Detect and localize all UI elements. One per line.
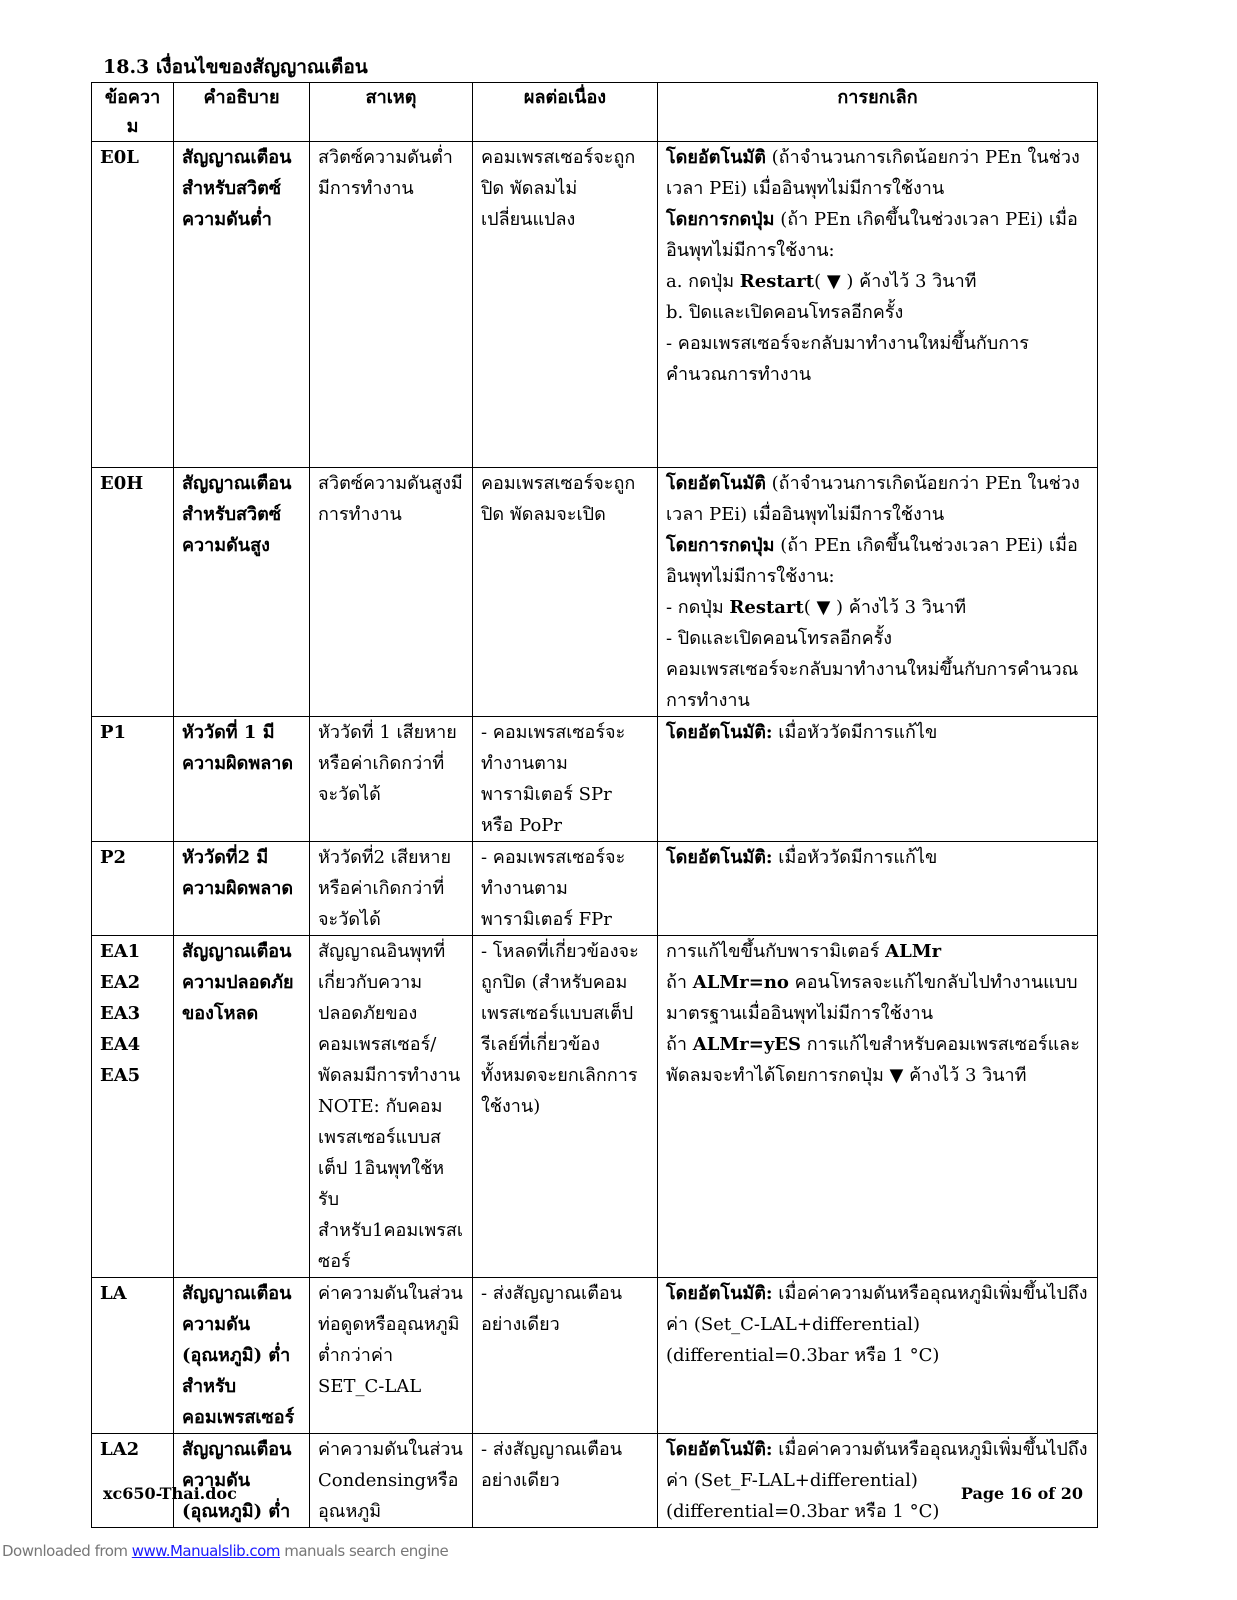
alarm-reset	[658, 1434, 1098, 1528]
reset-auto-label: โดยอัตโนมัติ:	[666, 1283, 773, 1304]
reset-line-1: การแก้ไขขึ้นกับพารามิเตอร์	[666, 941, 886, 962]
alarm-effect: คอมเพรสเซอร์จะถูกปิด พัดลมจะเปิด	[473, 468, 658, 717]
alarm-description: หัววัดที่2 มีความผิดพลาด	[174, 842, 310, 936]
table-row-ea	[92, 936, 1098, 1278]
alarm-code: E0H	[92, 468, 174, 717]
reset-manual-label: โดยการกดปุ่ม	[666, 209, 775, 230]
download-suffix: manuals search engine	[279, 1542, 449, 1560]
alarm-code: EA4	[100, 1034, 141, 1055]
reset-manual-label: โดยการกดปุ่ม	[666, 535, 775, 556]
param-almr-no: ALMr=no	[692, 972, 789, 993]
download-notice	[2, 1542, 448, 1560]
reset-step-a-post: ( ▼ ) ค้างไว้ 3 วินาที	[814, 271, 977, 292]
alarm-effect: คอมเพรสเซอร์จะถูกปิด พัดลมไม่เปลี่ยนแปลง	[473, 142, 658, 468]
alarm-effect: - คอมเพรสเซอร์จะทำงานตามพารามิเตอร์ SPr หรือ PoPr	[473, 717, 658, 842]
alarm-code: LA	[92, 1278, 174, 1434]
alarm-effect: - คอมเพรสเซอร์จะทำงานตามพารามิเตอร์ FPr	[473, 842, 658, 936]
alarm-code: EA2	[100, 972, 141, 993]
alarm-effect: - ส่งสัญญาณเตือนอย่างเดียว	[473, 1278, 658, 1434]
reset-auto-label: โดยอัตโนมัติ	[666, 473, 766, 494]
alarm-code-list	[92, 936, 174, 1278]
table-row-p2	[92, 842, 1098, 936]
alarm-code: E0L	[92, 142, 174, 468]
header-effect: ผลต่อเนื่อง	[473, 83, 658, 142]
alarm-code: P1	[92, 717, 174, 842]
reset-auto-label: โดยอัตโนมัติ:	[666, 847, 773, 868]
reset-auto-text: (ถ้าจำนวนการเกิดน้อยกว่า PEn ในช่วงเวลา PEi) เมื่ออินพุทไม่มีการใช้งาน	[666, 147, 1080, 199]
header-message: ข้อความ	[92, 83, 174, 142]
alarm-reset	[658, 936, 1098, 1278]
alarm-code: EA3	[100, 1003, 141, 1024]
alarm-cause: หัววัดที่2 เสียหายหรือค่าเกิดกว่าที่จะวัดได้	[310, 842, 473, 936]
reset-step-a-post: ( ▼ ) ค้างไว้ 3 วินาที	[803, 597, 967, 618]
section-title: 18.3 เงื่อนไขของสัญญาณเตือน	[103, 56, 368, 78]
header-description: คำอธิบาย	[174, 83, 310, 142]
alarm-conditions-table	[91, 82, 1098, 1528]
alarm-code: LA2	[92, 1434, 174, 1528]
reset-auto-text: (ถ้าจำนวนการเกิดน้อยกว่า PEn ในช่วงเวลา PEi) เมื่ออินพุทไม่มีการใช้งาน	[666, 473, 1080, 525]
alarm-effect: - โหลดที่เกี่ยวข้องจะถูกปิด (สำหรับคอมเพรสเซอร์แบบสเต็ป รีเลย์ที่เกี่ยวข้องทั้งหมดจะยกเลิกการใช้งาน)	[473, 936, 658, 1278]
reset-step-a-pre: a. กดปุ่ม	[666, 271, 740, 292]
reset-auto-label: โดยอัตโนมัติ:	[666, 722, 773, 743]
reset-auto-text: เมื่อค่าความดันหรืออุณหภูมิเพิ่มขึ้นไปถึงค่า (Set_C-LAL+differential)	[666, 1283, 1088, 1335]
footer-page-number: Page 16 of 20	[960, 1484, 1083, 1503]
manualslib-link[interactable]: www.Manualslib.com	[131, 1542, 280, 1560]
restart-button-label: Restart	[739, 271, 815, 292]
alarm-cause: สวิตซ์ความดันสูงมีการทำงาน	[310, 468, 473, 717]
alarm-code: P2	[92, 842, 174, 936]
alarm-cause: ค่าความดันในส่วนท่อดูดหรืออุณหภูมิต่ำกว่าค่า SET_C-LAL	[310, 1278, 473, 1434]
reset-note: คอมเพรสเซอร์จะกลับมาทำงานใหม่ขึ้นกับการคำนวณการทำงาน	[666, 659, 1079, 711]
reset-manual-text: (ถ้า PEn เกิดขึ้นในช่วงเวลา PEi) เมื่ออินพุทไม่มีการใช้งาน:	[666, 209, 1078, 261]
alarm-description: สัญญาณเตือนสำหรับสวิตซ์ความดันต่ำ	[174, 142, 310, 468]
param-almr: ALMr	[885, 941, 942, 962]
reset-manual-text: (ถ้า PEn เกิดขึ้นในช่วงเวลา PEi) เมื่ออินพุทไม่มีการใช้งาน:	[666, 535, 1078, 587]
download-prefix: Downloaded from	[2, 1542, 132, 1560]
reset-line-3-post: การแก้ไขสำหรับคอมเพรสเซอร์และพัดลมจะทำได้โดยการกดปุ่ม ▼ ค้างไว้ 3 วินาที	[666, 1034, 1080, 1086]
reset-line-2-post: คอนโทรลจะแก้ไขกลับไปทำงานแบบมาตรฐานเมื่ออินพุทไม่มีการใช้งาน	[666, 972, 1078, 1024]
param-almr-yes: ALMr=yES	[692, 1034, 802, 1055]
reset-auto-text: เมื่อหัววัดมีการแก้ไข	[772, 847, 938, 868]
reset-step-a-pre: - กดปุ่ม	[666, 597, 730, 618]
table-header-row	[92, 83, 1098, 142]
table-row-p1	[92, 717, 1098, 842]
alarm-code: EA1	[100, 941, 141, 962]
table-row-la	[92, 1278, 1098, 1434]
alarm-effect: - ส่งสัญญาณเตือนอย่างเดียว	[473, 1434, 658, 1528]
reset-differential: (differential=0.3bar หรือ 1 °C)	[666, 1345, 940, 1366]
reset-line-3-pre: ถ้า	[666, 1034, 693, 1055]
reset-auto-label: โดยอัตโนมัติ:	[666, 1439, 773, 1460]
alarm-description: หัววัดที่ 1 มีความผิดพลาด	[174, 717, 310, 842]
alarm-description: สัญญาณเตือนความดัน (อุณหภูมิ) ต่ำสำหรับคอมเพรสเซอร์	[174, 1278, 310, 1434]
reset-note: - คอมเพรสเซอร์จะกลับมาทำงานใหม่ขึ้นกับการคำนวณการทำงาน	[666, 333, 1029, 385]
alarm-reset	[658, 842, 1098, 936]
restart-button-label: Restart	[729, 597, 804, 618]
alarm-reset	[658, 142, 1098, 468]
header-cause: สาเหตุ	[310, 83, 473, 142]
alarm-reset	[658, 1278, 1098, 1434]
reset-auto-label: โดยอัตโนมัติ	[666, 147, 766, 168]
reset-line-2-pre: ถ้า	[666, 972, 693, 993]
reset-differential: (differential=0.3bar หรือ 1 °C)	[666, 1501, 940, 1522]
table-row-la2	[92, 1434, 1098, 1528]
reset-auto-text: เมื่อหัววัดมีการแก้ไข	[772, 722, 938, 743]
alarm-description: สัญญาณเตือนความปลอดภัยของโหลด	[174, 936, 310, 1278]
alarm-cause: สัญญาณอินพุทที่เกี่ยวกับความปลอดภัยของคอมเพรสเซอร์/พัดลมมีการทำงาน NOTE: กับคอมเพรสเซอร์แบบสเต็ป 1อินพุทใช้หรับสำหรับ1คอมเพรสเซอร์	[310, 936, 473, 1278]
table-row-e0h	[92, 468, 1098, 717]
reset-step-b: - ปิดและเปิดคอนโทรลอีกครั้ง	[666, 628, 893, 649]
alarm-reset	[658, 717, 1098, 842]
alarm-description: สัญญาณเตือนสำหรับสวิตซ์ความดันสูง	[174, 468, 310, 717]
alarm-cause: ค่าความดันในส่วน Condensingหรืออุณหภูมิ	[310, 1434, 473, 1528]
alarm-description: สัญญาณเตือนความดัน (อุณหภูมิ) ต่ำ	[174, 1434, 310, 1528]
alarm-cause: สวิตซ์ความดันต่ำมีการทำงาน	[310, 142, 473, 468]
reset-auto-text: เมื่อค่าความดันหรืออุณหภูมิเพิ่มขึ้นไปถึงค่า (Set_F-LAL+differential)	[666, 1439, 1088, 1491]
alarm-reset	[658, 468, 1098, 717]
table-row-e0l	[92, 142, 1098, 468]
alarm-cause: หัววัดที่ 1 เสียหายหรือค่าเกิดกว่าที่จะวัดได้	[310, 717, 473, 842]
header-reset: การยกเลิก	[658, 83, 1098, 142]
footer-filename: xc650-Thai.doc	[103, 1484, 237, 1503]
alarm-code: EA5	[100, 1065, 141, 1086]
reset-step-b: b. ปิดและเปิดคอนโทรลอีกครั้ง	[666, 302, 904, 323]
